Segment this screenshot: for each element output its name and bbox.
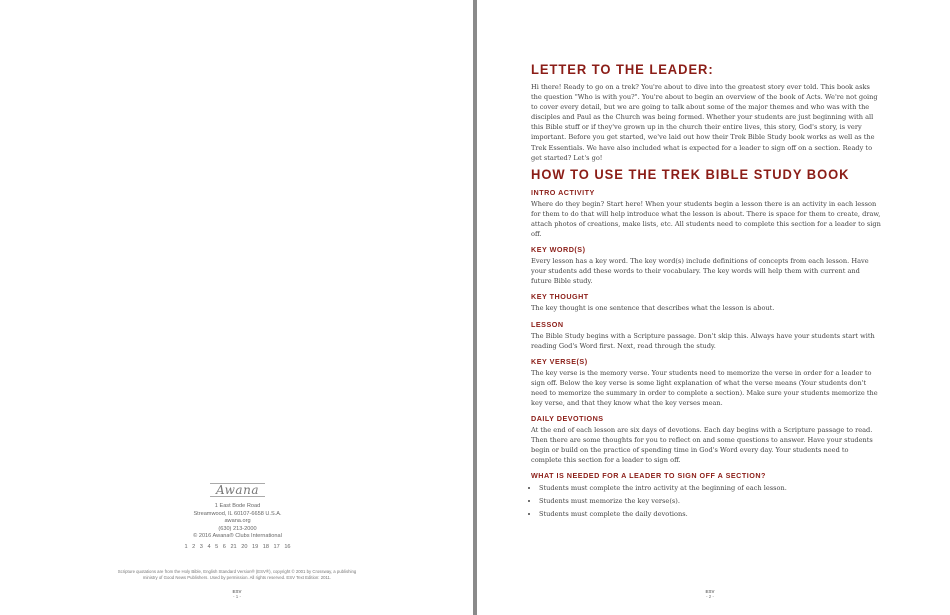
section-heading-daily-devotions: DAILY DEVOTIONS xyxy=(531,414,604,424)
print-numbers: 1 2 3 4 5 6 21 20 19 18 17 16 xyxy=(184,543,291,550)
folio-number: - 1 - xyxy=(232,594,241,599)
folio-tag: ESV xyxy=(232,589,242,594)
page-folio-1 xyxy=(222,589,252,599)
left-page xyxy=(0,0,473,615)
section-heading-key-thought: KEY THOUGHT xyxy=(531,292,589,302)
section-heading-key-words: KEY WORD(S) xyxy=(531,245,586,255)
section-heading-key-verses: KEY VERSE(S) xyxy=(531,356,588,366)
copyright: © 2016 Awana® Clubs International xyxy=(193,533,282,540)
right-page xyxy=(477,0,950,615)
imprint xyxy=(130,483,345,552)
folio-tag: ESV xyxy=(705,589,715,594)
section-body-key-thought: The key thought is one sentence that describes what the lesson is about. xyxy=(531,304,775,313)
section-body-daily-devotions: At the end of each lesson are six days of devotions. Each day begins with a Scripture passage to read. Then there are some thoughts for you to reflect on and some questions to answer. Have your students begin or build on the practice of spending time in God's Word every day. Your students need to complete this section for a leader to sign off. xyxy=(531,426,873,465)
phone: (630) 213-2000 xyxy=(218,525,257,532)
address-line: 1 East Bode Road xyxy=(214,503,261,509)
folio-number: - 2 - xyxy=(705,594,714,599)
section-body-key-words: Every lesson has a key word. The key word(s) include definitions of concepts from each lesson. Have your students add these words to their vocabulary. The key words will help them with current and future Bible study. xyxy=(531,257,869,286)
letter-intro: Hi there! Ready to go on a trek? You're about to dive into the greatest story ever told. This book asks the question "Who is with you?". You're about to begin an overview of the book of Acts. We're not going to cover every detail, but we are going to talk about some of the major themes and who was with the disciples and Paul as the Church was being formed. Whether your students are just beginning with all this Bible stuff or if they've grown up in the church their entire lives, this story, God's story, is very important. Before you get started, we've laid out how their Trek Bible Study book works as well as the Trek Essentials. We have also included what is expected for a leader to sign off on a section. Ready to get started? Let's go! xyxy=(531,83,878,162)
signoff-heading: WHAT IS NEEDED FOR A LEADER TO SIGN OFF A SECTION? xyxy=(531,471,766,481)
page-content xyxy=(531,62,881,521)
letter-title: LETTER TO THE LEADER: xyxy=(531,62,714,77)
section-heading-lesson: LESSON xyxy=(531,319,564,329)
page-folio-2 xyxy=(695,589,725,599)
signoff-list xyxy=(531,482,881,521)
section-body-key-verses: The key verse is the memory verse. Your students need to memorize the verse in order for a leader to sign off. Below the key verse is some light explanation of what the verse means (Your students don't need to memorize the summary in order to complete a section). Make sure your students memorize the key verse, and that they know what the key verses mean. xyxy=(531,368,878,407)
signoff-item: • Students must complete the daily devotions. xyxy=(539,508,881,521)
signoff-item: • Students must complete the intro activity at the beginning of each lesson. xyxy=(539,482,881,495)
section-body-intro-activity: Where do they begin? Start here! When your students begin a lesson there is an activity in each lesson for them to do that will help introduce what the lesson is about. There is space for them to create, draw, attach photos of creations, make lists, etc. All students need to complete this section for a leader to sign off. xyxy=(531,199,881,239)
address-line: Streamwood, IL 60107-6658 U.S.A. xyxy=(193,510,282,517)
awana-logo: Awana xyxy=(210,483,265,497)
how-to-title: HOW TO USE THE TREK BIBLE STUDY BOOK xyxy=(531,166,850,182)
signoff-item: • Students must memorize the key verse(s). xyxy=(539,495,881,508)
section-body-lesson: The Bible Study begins with a Scripture passage. Don't skip this. Always have your students start with reading God's Word first. Next, read through the study. xyxy=(531,331,875,350)
scripture-note: Scripture quotations are from the Holy Bible, English Standard Version® (ESV®), copyright © 2001 by Crossway, a publishing ministry of Good News Publishers. Used by permission. All rights reserved. ESV Text Edition: 2011. xyxy=(117,569,357,580)
section-heading-intro-activity: INTRO ACTIVITY xyxy=(531,187,595,197)
website: awana.org xyxy=(224,518,251,525)
